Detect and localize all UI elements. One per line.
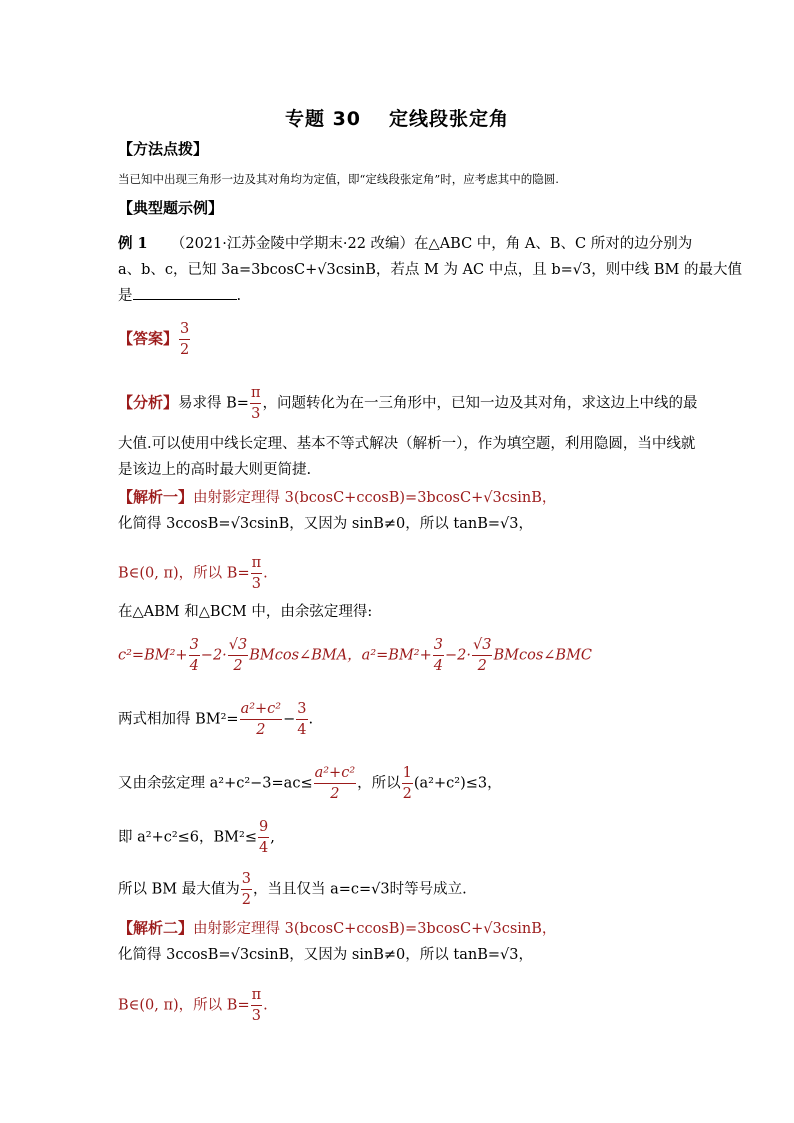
examples-heading: 【典型题示例】: [118, 199, 224, 217]
answer-fraction: $\frac{3}{2}$: [180, 321, 190, 358]
solution1-line-1: 【解析一】由射影定理得 3(bcosC+ccosB)=3bcosC+√3csinB，: [118, 488, 557, 506]
analysis-line-1: 【分析】易求得 B= $\frac{\pi}{3}$ ，问题转化为在一三角形中，已知一边及其对角，求这边上中线的最: [118, 385, 698, 422]
example-label: 例 1: [118, 235, 148, 252]
analysis-line-3: 是该边上的高时最大则更简捷.: [118, 462, 312, 478]
example-line-3: 是 .: [118, 288, 242, 304]
solution1-label: 【解析一】: [118, 488, 194, 506]
page-title: 专题 30 定线段张定角: [284, 108, 510, 130]
solution1-line-8: 即 a²+c²≤6，BM²≤ $\frac{9}{4}$ ,: [118, 819, 275, 856]
example-source: （2021·江苏金陵中学期末·22 改编）: [170, 236, 415, 252]
solution2-line-3: B∈(0, π)，所以 B= $\frac{\pi}{3}$ .: [118, 987, 268, 1024]
solution1-line-7: 又由余弦定理 a²+c²−3=ac≤ $\frac{\text{a²+c²}}{2}$ ，所以 $\frac{1}{2}$ (a²+c²)≤3，: [118, 765, 502, 802]
example-line-2: a、b、c，已知 3a=3bcosC+√3csinB，若点 M 为 AC 中点，且 b=√3，则中线 BM 的最大值: [118, 262, 742, 278]
answer-blank[interactable]: [133, 286, 237, 300]
solution1-line-4: 在△ABM 和△BCM 中，由余弦定理得:: [118, 604, 373, 620]
method-heading: 【方法点拨】: [118, 140, 209, 158]
answer-row: [118, 322, 191, 357]
analysis-line-2: 大值.可以使用中线长定理、基本不等式解决（解析一），作为填空题，利用隐圆，当中线就: [118, 436, 696, 452]
solution1-line-2: 化简得 3ccosB=√3csinB，又因为 sinB≠0，所以 tanB=√3，: [118, 516, 533, 532]
example-line-1: 例 1 （2021·江苏金陵中学期末·22 改编）在△ABC 中，角 A、B、C 所对的边分别为: [118, 235, 693, 252]
answer-label: 【答案】: [118, 329, 179, 348]
solution1-line-5: c²=BM²+ $\frac{3}{4}$ −2· $\frac{√3}{2}$ BMcos∠BMA，a²=BM²+ $\frac{3}{4}$ −2· $\frac{√3}{2}$ BMcos∠BMC: [118, 637, 593, 674]
analysis-label: 【分析】: [118, 393, 179, 412]
solution2-label: 【解析二】: [118, 919, 194, 937]
solution1-line-9: 所以 BM 最大值为 $\frac{3}{2}$ ，当且仅当 a=c=√3时等号成立.: [118, 871, 467, 908]
method-text: 当已知中出现三角形一边及其对角均为定值，即“定线段张定角”时，应考虑其中的隐圆.: [118, 172, 559, 186]
solution2-line-2: 化简得 3ccosB=√3csinB，又因为 sinB≠0，所以 tanB=√3，: [118, 947, 533, 963]
solution2-line-1: 【解析二】由射影定理得 3(bcosC+ccosB)=3bcosC+√3csinB，: [118, 919, 557, 937]
solution1-line-3: B∈(0, π)，所以 B= $\frac{\pi}{3}$ .: [118, 555, 268, 592]
solution1-line-6: 两式相加得 BM²= $\frac{\text{a²+c²}}{2}$ − $\frac{3}{4}$ .: [118, 701, 314, 738]
